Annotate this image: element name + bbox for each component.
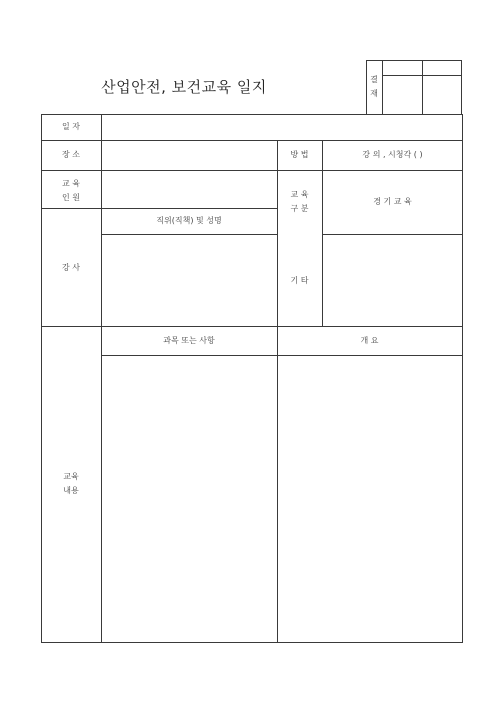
summary-label: 개 요 [360, 336, 379, 345]
edu-type-value: 경 기 교 육 [373, 197, 412, 206]
edu-type-label-2: 구 분 [290, 204, 309, 213]
summary-field[interactable] [278, 356, 462, 642]
approval-sign-cell-2[interactable] [423, 76, 461, 114]
approval-sign-cell-1[interactable] [383, 76, 422, 114]
place-field[interactable] [102, 141, 277, 170]
date-label: 일 자 [62, 122, 80, 131]
method-value: 강 의 , 시청각 ( ) [362, 150, 423, 159]
etc-field[interactable] [323, 235, 462, 326]
edu-type-label-1: 교 육 [290, 190, 309, 199]
instructor-field[interactable] [102, 235, 277, 326]
instructor-label: 강 사 [62, 263, 80, 272]
subject-label: 과목 또는 사항 [163, 336, 215, 345]
approval-label-1: 결 [370, 75, 378, 84]
trainees-label-2: 인 원 [62, 193, 80, 202]
place-label: 장 소 [62, 150, 80, 159]
page-title: 산업안전, 보건교육 일지 [101, 78, 267, 96]
subject-field[interactable] [102, 356, 277, 642]
trainees-field[interactable] [102, 171, 277, 208]
content-label-1: 교육 [63, 472, 79, 481]
approval-label-2: 재 [370, 89, 378, 98]
position-name-label: 직위(직책) 및 성명 [156, 216, 222, 225]
date-field[interactable] [102, 115, 462, 140]
etc-label: 기 타 [290, 276, 309, 285]
trainees-label-1: 교 육 [62, 179, 80, 188]
content-label-2: 내용 [63, 486, 79, 495]
method-label: 방 법 [290, 150, 309, 159]
